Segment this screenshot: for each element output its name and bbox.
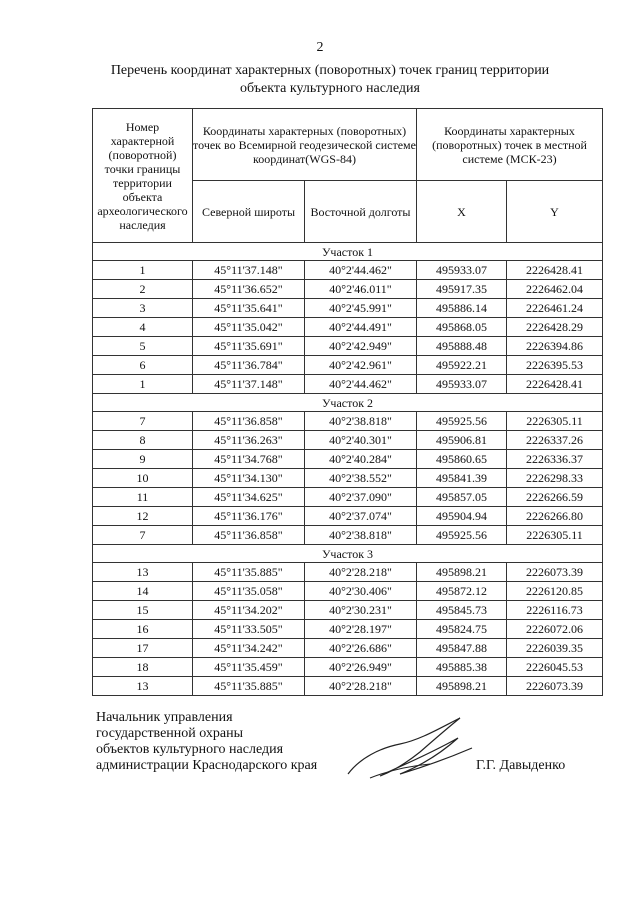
north-latitude: 45°11'37.148" [193, 261, 305, 280]
coord-y: 2226428.41 [507, 261, 603, 280]
point-number: 13 [93, 563, 193, 582]
point-number: 2 [93, 280, 193, 299]
coord-y: 2226461.24 [507, 299, 603, 318]
table-row [93, 469, 603, 488]
north-latitude: 45°11'37.148" [193, 375, 305, 394]
header-east: Восточной долготы [305, 181, 417, 243]
coord-x: 495847.88 [417, 639, 507, 658]
east-longitude: 40°2'38.818" [305, 412, 417, 431]
header-x: X [417, 181, 507, 243]
coord-x: 495904.94 [417, 507, 507, 526]
coord-x: 495933.07 [417, 375, 507, 394]
point-number: 11 [93, 488, 193, 507]
point-number: 10 [93, 469, 193, 488]
coord-y: 2226116.73 [507, 601, 603, 620]
east-longitude: 40°2'26.686" [305, 639, 417, 658]
north-latitude: 45°11'36.784" [193, 356, 305, 375]
east-longitude: 40°2'28.197" [305, 620, 417, 639]
coord-x: 495888.48 [417, 337, 507, 356]
north-latitude: 45°11'35.042" [193, 318, 305, 337]
coord-y: 2226462.04 [507, 280, 603, 299]
north-latitude: 45°11'35.058" [193, 582, 305, 601]
coord-y: 2226305.11 [507, 412, 603, 431]
coordinates-table [92, 108, 603, 696]
north-latitude: 45°11'34.202" [193, 601, 305, 620]
document-title [60, 62, 600, 98]
north-latitude: 45°11'34.242" [193, 639, 305, 658]
table-row [93, 261, 603, 280]
signatory-line-2: государственной охраны [96, 726, 244, 741]
east-longitude: 40°2'37.074" [305, 507, 417, 526]
east-longitude: 40°2'38.818" [305, 526, 417, 545]
point-number: 16 [93, 620, 193, 639]
table-row [93, 639, 603, 658]
section-row [93, 243, 603, 261]
section-row [93, 394, 603, 412]
header-local-group: Координаты характерных (поворотных) точек в местной системе (МСК-23) [417, 109, 603, 181]
table-row [93, 318, 603, 337]
section-title: Участок 3 [93, 545, 603, 563]
point-number: 3 [93, 299, 193, 318]
north-latitude: 45°11'34.768" [193, 450, 305, 469]
east-longitude: 40°2'26.949" [305, 658, 417, 677]
point-number: 18 [93, 658, 193, 677]
header-north: Северной широты [193, 181, 305, 243]
table-row [93, 507, 603, 526]
coord-x: 495917.35 [417, 280, 507, 299]
north-latitude: 45°11'35.641" [193, 299, 305, 318]
title-line-2: объекта культурного наследия [240, 81, 420, 96]
signatory-line-1: Начальник управления [96, 710, 233, 725]
coord-y: 2226120.85 [507, 582, 603, 601]
point-number: 13 [93, 677, 193, 696]
east-longitude: 40°2'40.284" [305, 450, 417, 469]
coord-y: 2226428.41 [507, 375, 603, 394]
coord-y: 2226073.39 [507, 563, 603, 582]
title-line-1: Перечень координат характерных (поворотных) точек границ территории [110, 63, 550, 78]
north-latitude: 45°11'35.885" [193, 563, 305, 582]
coord-y: 2226039.35 [507, 639, 603, 658]
header-wgs-group: Координаты характерных (поворотных) точек во Всемирной геодезической системе координат(WGS-84) [193, 109, 417, 181]
north-latitude: 45°11'35.885" [193, 677, 305, 696]
coord-x: 495872.12 [417, 582, 507, 601]
page-number: 2 [316, 40, 324, 55]
table-row [93, 677, 603, 696]
coord-y: 2226045.53 [507, 658, 603, 677]
point-number: 9 [93, 450, 193, 469]
north-latitude: 45°11'36.858" [193, 412, 305, 431]
coord-y: 2226266.59 [507, 488, 603, 507]
coord-x: 495925.56 [417, 412, 507, 431]
point-number: 7 [93, 412, 193, 431]
header-point-number: Номер характерной (поворотной) точки границы территории объекта археологического наследия [93, 109, 193, 243]
coord-y: 2226394.86 [507, 337, 603, 356]
east-longitude: 40°2'44.462" [305, 375, 417, 394]
point-number: 4 [93, 318, 193, 337]
table-row [93, 582, 603, 601]
coord-y: 2226298.33 [507, 469, 603, 488]
north-latitude: 45°11'36.858" [193, 526, 305, 545]
table-row [93, 375, 603, 394]
point-number: 8 [93, 431, 193, 450]
table-row [93, 280, 603, 299]
table-row [93, 658, 603, 677]
point-number: 1 [93, 261, 193, 280]
table-row [93, 450, 603, 469]
table-row [93, 563, 603, 582]
section-row [93, 545, 603, 563]
coord-x: 495824.75 [417, 620, 507, 639]
point-number: 17 [93, 639, 193, 658]
point-number: 14 [93, 582, 193, 601]
point-number: 7 [93, 526, 193, 545]
east-longitude: 40°2'37.090" [305, 488, 417, 507]
east-longitude: 40°2'42.961" [305, 356, 417, 375]
coord-x: 495868.05 [417, 318, 507, 337]
table-row [93, 299, 603, 318]
signatory-line-4: администрации Краснодарского края [96, 758, 318, 773]
table-body [93, 243, 603, 696]
handwritten-signature [340, 708, 480, 784]
table-row [93, 431, 603, 450]
north-latitude: 45°11'36.652" [193, 280, 305, 299]
east-longitude: 40°2'44.462" [305, 261, 417, 280]
north-latitude: 45°11'34.625" [193, 488, 305, 507]
coord-x: 495922.21 [417, 356, 507, 375]
east-longitude: 40°2'44.491" [305, 318, 417, 337]
north-latitude: 45°11'33.505" [193, 620, 305, 639]
coord-y: 2226266.80 [507, 507, 603, 526]
coord-x: 495845.73 [417, 601, 507, 620]
table-row [93, 601, 603, 620]
point-number: 15 [93, 601, 193, 620]
section-title: Участок 1 [93, 243, 603, 261]
coord-x: 495898.21 [417, 563, 507, 582]
north-latitude: 45°11'36.176" [193, 507, 305, 526]
east-longitude: 40°2'40.301" [305, 431, 417, 450]
point-number: 1 [93, 375, 193, 394]
north-latitude: 45°11'36.263" [193, 431, 305, 450]
table-row [93, 620, 603, 639]
north-latitude: 45°11'34.130" [193, 469, 305, 488]
coord-y: 2226428.29 [507, 318, 603, 337]
coord-x: 495841.39 [417, 469, 507, 488]
signatory-name: Г.Г. Давыденко [476, 758, 566, 773]
east-longitude: 40°2'30.406" [305, 582, 417, 601]
east-longitude: 40°2'28.218" [305, 563, 417, 582]
east-longitude: 40°2'38.552" [305, 469, 417, 488]
coord-x: 495898.21 [417, 677, 507, 696]
east-longitude: 40°2'46.011" [305, 280, 417, 299]
east-longitude: 40°2'28.218" [305, 677, 417, 696]
coord-x: 495886.14 [417, 299, 507, 318]
coord-y: 2226305.11 [507, 526, 603, 545]
coord-x: 495933.07 [417, 261, 507, 280]
point-number: 5 [93, 337, 193, 356]
signatory-line-3: объектов культурного наследия [96, 742, 284, 757]
signatory-title [96, 710, 317, 774]
coord-x: 495857.05 [417, 488, 507, 507]
table-row [93, 412, 603, 431]
point-number: 6 [93, 356, 193, 375]
coord-x: 495860.65 [417, 450, 507, 469]
table-row [93, 488, 603, 507]
coord-y: 2226337.26 [507, 431, 603, 450]
point-number: 12 [93, 507, 193, 526]
header-y: Y [507, 181, 603, 243]
north-latitude: 45°11'35.459" [193, 658, 305, 677]
east-longitude: 40°2'45.991" [305, 299, 417, 318]
coord-y: 2226073.39 [507, 677, 603, 696]
north-latitude: 45°11'35.691" [193, 337, 305, 356]
east-longitude: 40°2'30.231" [305, 601, 417, 620]
coord-x: 495906.81 [417, 431, 507, 450]
coord-y: 2226072.06 [507, 620, 603, 639]
table-row [93, 356, 603, 375]
coord-x: 495885.38 [417, 658, 507, 677]
table-row [93, 526, 603, 545]
table-row [93, 337, 603, 356]
section-title: Участок 2 [93, 394, 603, 412]
coord-y: 2226395.53 [507, 356, 603, 375]
coord-y: 2226336.37 [507, 450, 603, 469]
east-longitude: 40°2'42.949" [305, 337, 417, 356]
coord-x: 495925.56 [417, 526, 507, 545]
